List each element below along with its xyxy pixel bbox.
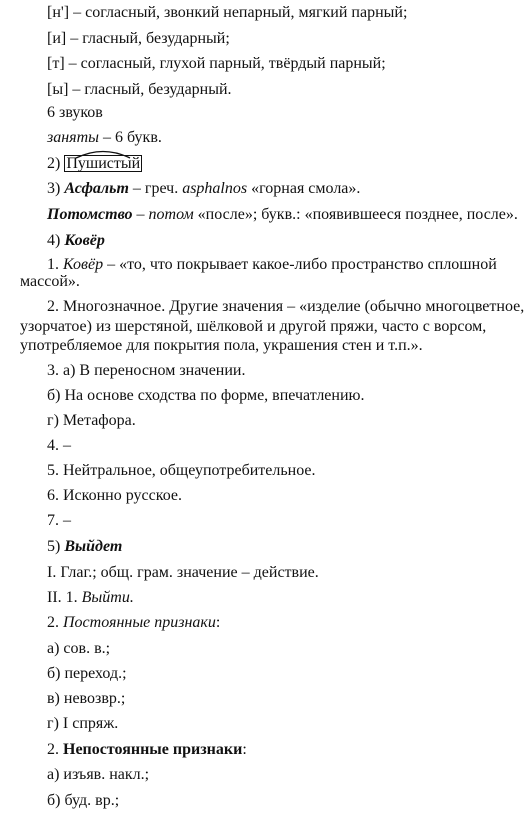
p2-line2: узорчатое) из шерстяной, шёлковой и другой пряжи, часто с ворсом,: [20, 318, 487, 335]
p6: 6. Исконно русское.: [47, 487, 182, 504]
sound-line-n: [47, 4, 407, 22]
sound-line-y: [47, 81, 232, 99]
p7: 7. –: [47, 512, 71, 529]
nepost-word: Непостоянные признаки: [63, 741, 243, 758]
p2-line3: употребляемое для покрытия пола, украшения стен и т.п.».: [20, 337, 423, 354]
item-5-word: Выйдет: [64, 538, 123, 555]
post-colon: :: [215, 614, 221, 631]
sound-n-desc: – согласный, звонкий непарный, мягкий парный;: [69, 4, 408, 21]
nepost-colon: :: [242, 741, 247, 758]
nepost-a: а) изъяв. накл.;: [47, 766, 150, 783]
item-3-num: 3): [47, 180, 65, 197]
p1-text: – «то, что покрывает какое-либо пространство сплошной: [103, 256, 497, 273]
p3g: г) Метафора.: [47, 412, 136, 429]
p3b: б) На основе сходства по форме, впечатлению.: [47, 387, 365, 404]
p1-num: 1.: [47, 256, 63, 273]
item-4: [47, 232, 105, 250]
nepost-num: 2.: [47, 741, 63, 758]
potomstvo-line: [47, 206, 518, 224]
post-line: [47, 614, 220, 632]
sound-t-desc: – согласный, глухой парный, твёрдый парный;: [64, 55, 386, 72]
sound-i: [и]: [47, 30, 67, 47]
sound-n: [н']: [47, 4, 70, 21]
ii-num: II. 1.: [47, 589, 82, 606]
letters-count: [47, 129, 162, 147]
post-v: в) невозвр.;: [47, 690, 126, 707]
sounds-count: 6 звуков: [47, 104, 103, 121]
item-2: [47, 155, 142, 173]
post-a: а) сов. в.;: [47, 640, 111, 657]
post-word: Постоянные признаки: [63, 614, 216, 631]
sound-line-i: [47, 30, 230, 48]
sound-i-desc: – гласный, безударный;: [66, 30, 230, 47]
nepost-b: б) буд. вр.;: [47, 792, 120, 809]
item-3-text-a: – греч.: [128, 180, 183, 197]
item-3-greek: asphalnos: [182, 180, 248, 197]
ii-line: [47, 589, 134, 607]
p1-line1: [47, 256, 497, 274]
potomstvo-dash: –: [132, 206, 149, 223]
morph-box-pushistyi: Пушистый: [66, 155, 141, 172]
letters-rest: – 6 букв.: [99, 129, 162, 146]
item-2-num: 2): [47, 155, 65, 172]
item-3-word: Асфальт: [64, 180, 129, 197]
post-g: г) I спряж.: [47, 715, 119, 732]
item-4-num: 4): [47, 232, 65, 249]
post-num: 2.: [47, 614, 63, 631]
p3a: 3. а) В переносном значении.: [47, 362, 246, 379]
p1-word: Ковёр: [63, 256, 104, 273]
p4: 4. –: [47, 437, 71, 454]
item-5-num: 5): [47, 538, 65, 555]
ii-word: Выйти.: [81, 589, 134, 606]
item-3: [47, 180, 360, 198]
p1-line2: массой».: [20, 273, 80, 290]
potomstvo-rest: «после»; букв.: «появившееся позднее, после».: [193, 206, 518, 223]
item-4-word: Ковёр: [64, 232, 105, 249]
sound-y: [ы]: [47, 81, 69, 98]
sound-y-desc: – гласный, безударный.: [68, 81, 232, 98]
glag-line: I. Глаг.; общ. грам. значение – действие.: [47, 564, 319, 581]
p2-line1: 2. Многозначное. Другие значения – «изделие (обычно многоцветное,: [47, 298, 525, 315]
letters-word: заняты: [47, 129, 100, 146]
potomstvo-root: потом: [148, 206, 194, 223]
p5: 5. Нейтральное, общеупотребительное.: [47, 462, 316, 479]
sound-line-t: [47, 55, 386, 73]
nepost-line: [47, 741, 247, 759]
item-5: [47, 538, 122, 556]
potomstvo-word: Потомство: [47, 206, 133, 223]
sound-t: [т]: [47, 55, 65, 72]
post-b: б) переход.;: [47, 665, 127, 682]
item-3-text-b: «горная смола».: [247, 180, 361, 197]
